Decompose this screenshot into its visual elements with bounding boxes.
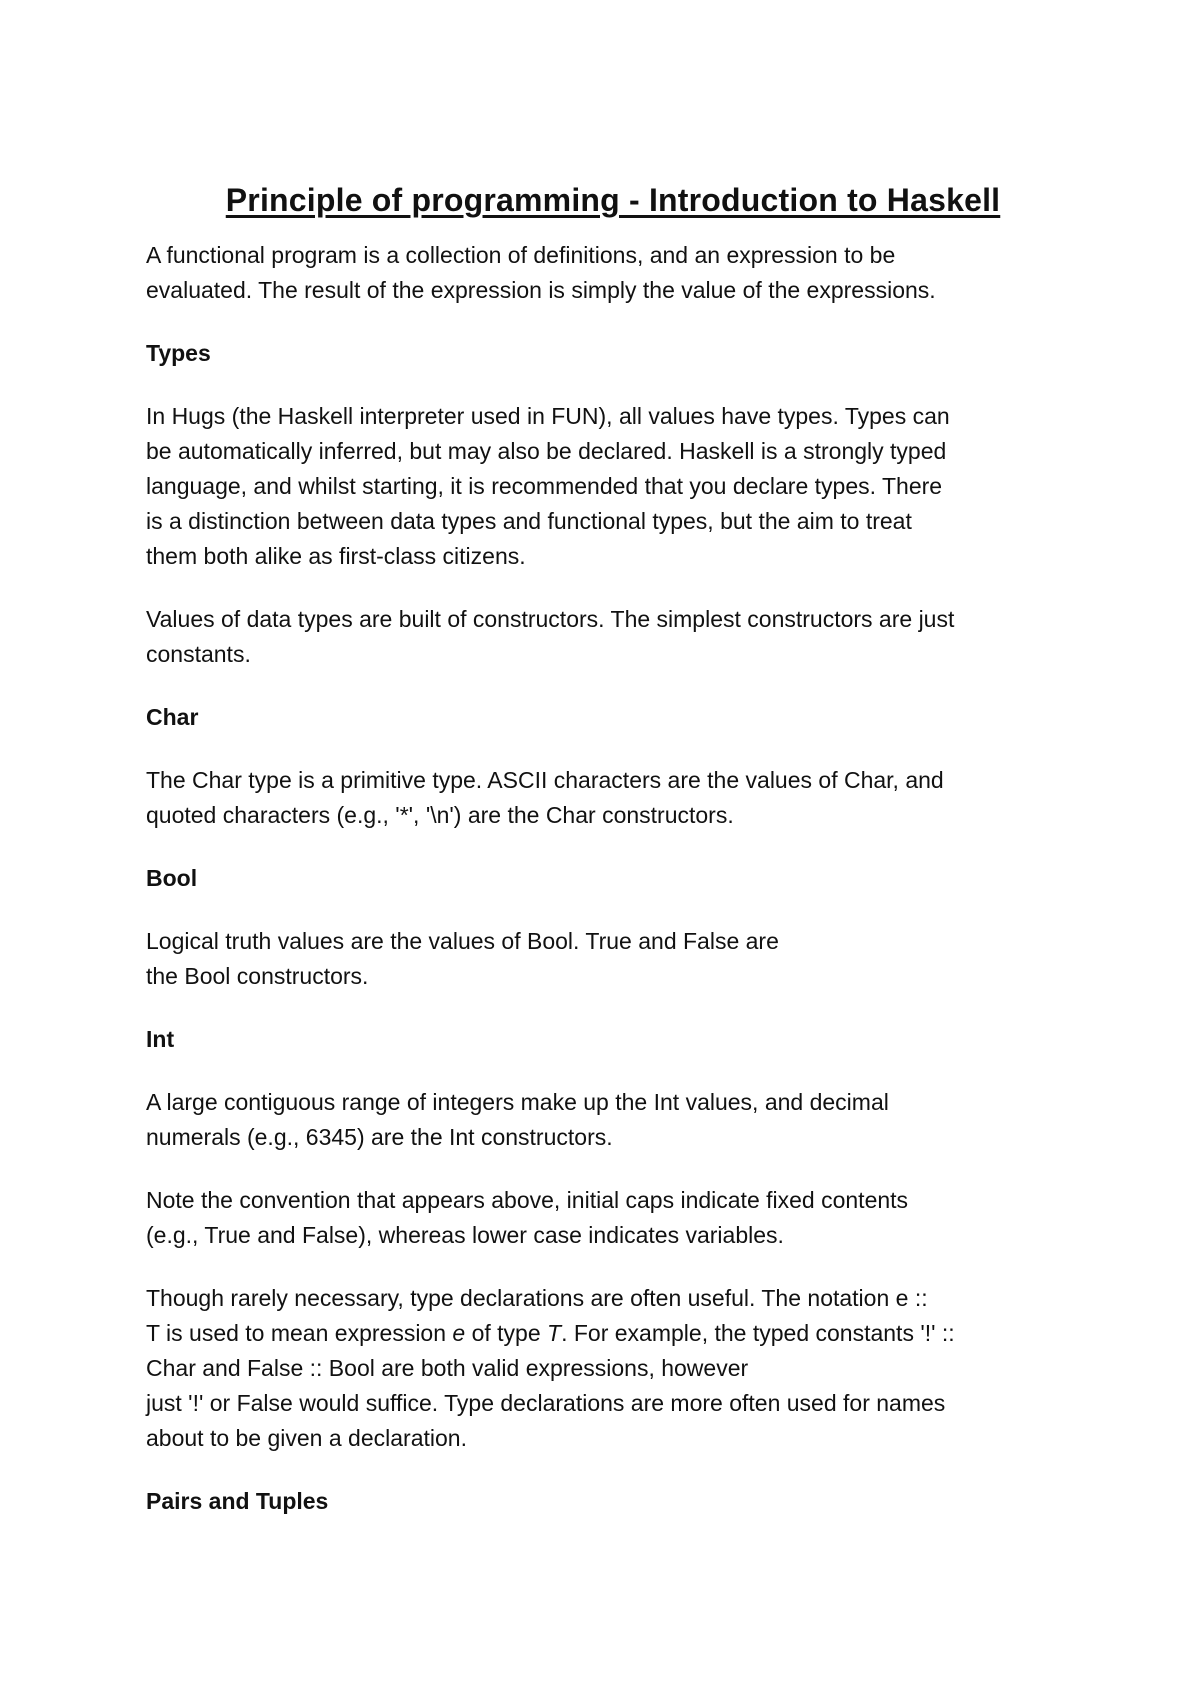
bool-paragraph <box>146 924 1080 994</box>
int-paragraph-2 <box>146 1183 1080 1253</box>
text-line: A functional program is a collection of definitions, and an expression to be <box>146 242 896 268</box>
text-line: Char and False :: Bool are both valid expressions, however <box>146 1355 749 1381</box>
types-paragraph-2 <box>146 602 1080 672</box>
italic-type-t: T <box>547 1320 562 1346</box>
text-line: quoted characters (e.g., '*', '\n') are the Char constructors. <box>146 802 734 828</box>
char-paragraph <box>146 763 1080 833</box>
text-line: be automatically inferred, but may also be declared. Haskell is a strongly typed <box>146 438 947 464</box>
text-line: The Char type is a primitive type. ASCII characters are the values of Char, and <box>146 767 944 793</box>
intro-paragraph <box>146 238 1080 308</box>
text-run: T is used to mean expression <box>146 1320 453 1346</box>
text-line: Though rarely necessary, type declarations are often useful. The notation e :: <box>146 1285 928 1311</box>
italic-variable-e: e <box>452 1320 466 1346</box>
int-paragraph-3 <box>146 1281 1080 1456</box>
section-heading-types: Types <box>146 340 211 366</box>
text-line <box>146 1316 1080 1351</box>
text-line: Note the convention that appears above, initial caps indicate fixed contents <box>146 1187 909 1213</box>
text-line: about to be given a declaration. <box>146 1425 467 1451</box>
int-paragraph-1 <box>146 1085 1080 1155</box>
text-line: In Hugs (the Haskell interpreter used in FUN), all values have types. Types can <box>146 403 950 429</box>
text-line: (e.g., True and False), whereas lower case indicates variables. <box>146 1222 784 1248</box>
text-line: language, and whilst starting, it is recommended that you declare types. There <box>146 473 943 499</box>
text-run: of type <box>465 1320 548 1346</box>
text-line: them both alike as first-class citizens. <box>146 543 526 569</box>
text-line: evaluated. The result of the expression is simply the value of the expressions. <box>146 277 936 303</box>
page-title: Principle of programming - Introduction to Haskell <box>225 182 1001 218</box>
section-heading-char: Char <box>146 704 199 730</box>
types-paragraph-1 <box>146 399 1080 574</box>
text-line: A large contiguous range of integers make up the Int values, and decimal <box>146 1089 889 1115</box>
text-line: constants. <box>146 641 251 667</box>
text-line: the Bool constructors. <box>146 963 369 989</box>
section-heading-bool: Bool <box>146 865 198 891</box>
section-heading-int: Int <box>146 1026 175 1052</box>
text-line: is a distinction between data types and functional types, but the aim to treat <box>146 508 912 534</box>
text-line: Logical truth values are the values of Bool. True and False are <box>146 928 779 954</box>
text-run: . For example, the typed constants '!' :: <box>561 1320 955 1346</box>
text-line: numerals (e.g., 6345) are the Int constructors. <box>146 1124 613 1150</box>
section-heading-pairs-and-tuples: Pairs and Tuples <box>146 1488 329 1514</box>
text-line: Values of data types are built of constructors. The simplest constructors are just <box>146 606 955 632</box>
text-line: just '!' or False would suffice. Type declarations are more often used for names <box>146 1390 946 1416</box>
